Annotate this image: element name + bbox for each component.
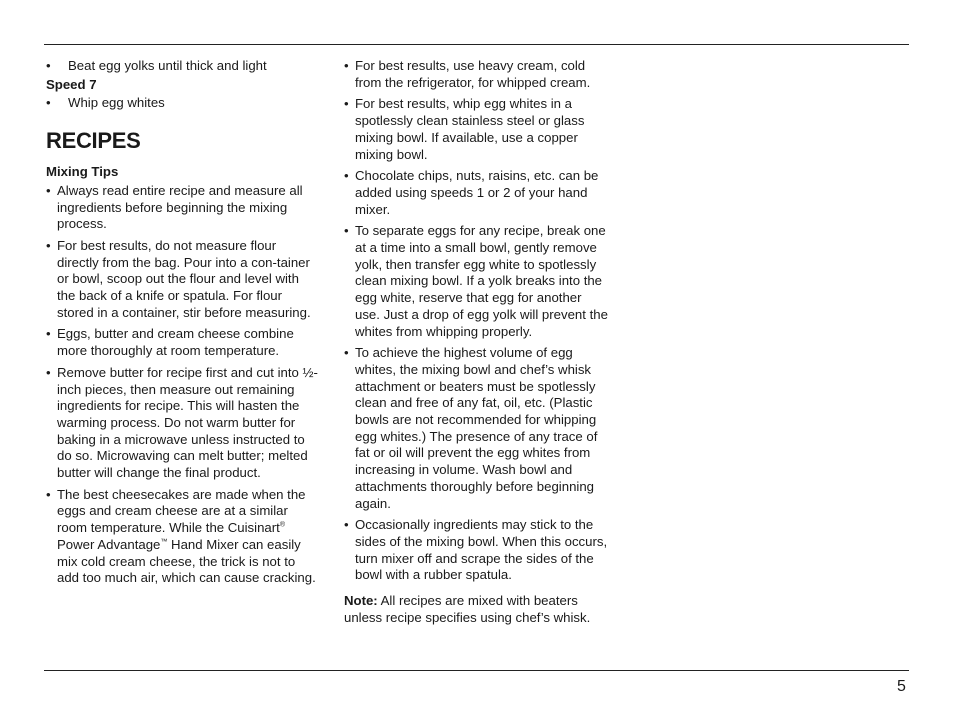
- tip-heavy-cream: • For best results, use heavy cream, cold from the refrigerator, for whipped cream.: [344, 58, 591, 90]
- section-title-recipes: RECIPES: [46, 128, 141, 154]
- tip-butter: • Remove butter for recipe first and cut into ½-inch pieces, then measure out remaining ingredients for recipe. This will hasten the warming process. Do not warm butter for baking in a microwave unless instructed to do so. Microwaving can melt butter; melted butter will change the final product.: [46, 364, 318, 481]
- bullet-icon: •: [46, 364, 51, 380]
- registered-mark: ®: [279, 521, 285, 529]
- tip-flour: • For best results, do not measure flour directly from the bag. Pour into a con-tainer or bowl, scoop out the flour and level with the back of a knife or spatula. For flour stored in a container, stir before measuring.: [46, 237, 311, 320]
- bullet-icon: •: [344, 517, 349, 533]
- bullet-icon: •: [344, 168, 349, 184]
- tip-separate-eggs: • To separate eggs for any recipe, break one at a time into a small bowl, gently remove yolk, then transfer egg white to spotlessly clean mixing bowl. If a yolk breaks into the egg white, reserve that egg for another use. Just a drop of egg yolk will prevent the whites from whipping properly.: [344, 223, 608, 339]
- bullet-icon: •: [46, 326, 51, 342]
- bullet-icon: •: [46, 237, 51, 253]
- tip-cheesecake: • The best cheesecakes are made when the eggs and cream cheese are at a similar room temperature. While the Cuisinart® Power Advantage™ Hand Mixer can easily mix cold cream cheese, the trick is not to add too much air, which can cause cracking.: [46, 486, 316, 586]
- bullet-icon: •: [344, 96, 349, 112]
- fraction-half: ½: [302, 364, 314, 380]
- speed-7-heading: Speed 7: [46, 76, 97, 92]
- top-rule: [44, 44, 909, 45]
- tip-room-temperature: • Eggs, butter and cream cheese combine more thoroughly at room temperature.: [46, 326, 294, 359]
- tip-scrape-bowl: • Occasionally ingredients may stick to the sides of the mixing bowl. When this occurs, turn mixer off and scrape the sides of the bowl with a rubber spatula.: [344, 517, 608, 583]
- note-label: Note:: [344, 593, 378, 609]
- bullet-icon: •: [46, 182, 51, 198]
- tip-add-ins: • Chocolate chips, nuts, raisins, etc. can be added using speeds 1 or 2 of your hand mixer.: [344, 168, 599, 217]
- trademark-mark: ™: [160, 538, 168, 546]
- tip-read-recipe: • Always read entire recipe and measure all ingredients before beginning the mixing process.: [46, 182, 303, 232]
- tip-whip-bowl: • For best results, whip egg whites in a spotlessly clean stainless steel or glass mixing bowl. If available, use a copper mixing bowl.: [344, 96, 585, 162]
- bottom-rule: [44, 670, 909, 671]
- bullet-icon: •: [46, 486, 51, 502]
- bullet-icon: •: [344, 345, 349, 361]
- mixing-tips-heading: Mixing Tips: [46, 164, 119, 180]
- bullet-icon: •: [46, 95, 51, 111]
- tip-egg-white-volume: • To achieve the highest volume of egg whites, the mixing bowl and chef’s whisk attachment or beaters must be spotlessly clean and free of any fat, oil, etc. (Plastic bowls are not recommended for whipping egg whites.) The presence of any trace of fat or oil will prevent the egg whites from increasing in volume. Wash bowl and attachments thoroughly before beginning again.: [344, 345, 598, 511]
- bullet-icon: •: [46, 58, 51, 73]
- page-number: 5: [897, 678, 906, 695]
- note-paragraph: Note: All recipes are mixed with beaters unless recipe specifies using chef’s whisk.: [344, 593, 591, 625]
- list-item-whip-whites: • Whip egg whites: [46, 95, 165, 111]
- list-item-beat-yolks: • Beat egg yolks until thick and light: [46, 58, 267, 73]
- left-column: [46, 58, 318, 592]
- right-column: [344, 58, 610, 627]
- bullet-icon: •: [344, 223, 349, 239]
- bullet-icon: •: [344, 58, 349, 73]
